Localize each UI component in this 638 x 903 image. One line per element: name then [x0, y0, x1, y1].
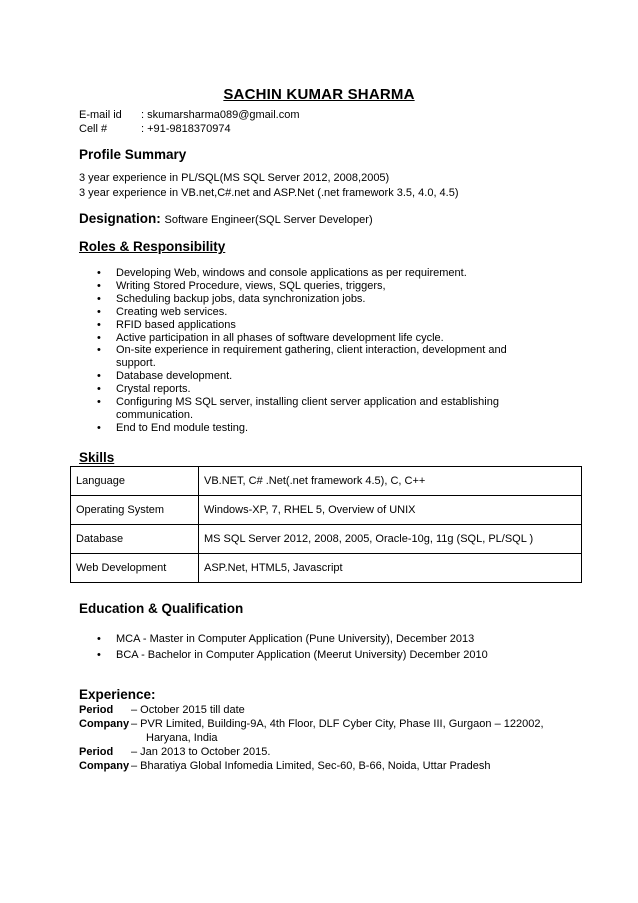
list-item: • Creating web services.: [97, 305, 228, 318]
skill-label: Language: [71, 467, 199, 496]
roles-list: [79, 267, 549, 435]
profile-line: 3 year experience in PL/SQL(MS SQL Server 2012, 2008,2005): [79, 172, 390, 184]
skill-value: Windows-XP, 7, RHEL 5, Overview of UNIX: [199, 496, 582, 525]
bullet-icon: •: [97, 370, 101, 383]
bullet-icon: •: [97, 318, 101, 331]
profile-heading: Profile Summary: [79, 147, 187, 162]
cell-label: Cell #: [79, 123, 108, 135]
roles-heading: Roles & Responsibility: [79, 239, 226, 254]
list-item: • MCA - Master in Computer Application (Pune University), December 2013: [97, 633, 475, 645]
bullet-icon: •: [97, 396, 101, 409]
experience-row: Company – PVR Limited, Building-9A, 4th Floor, DLF Cyber City, Phase III, Gurgaon – 122002,: [79, 718, 544, 730]
skill-label: Web Development: [71, 554, 199, 583]
profile-line: 3 year experience in VB.net,C#.net and ASP.Net (.net framework 3.5, 4.0, 4.5): [79, 187, 459, 199]
list-item: • BCA - Bachelor in Computer Application (Meerut University) December 2010: [97, 649, 488, 661]
list-item: • On-site experience in requirement gathering, client interaction, development and support.: [97, 344, 507, 370]
list-item: • Scheduling backup jobs, data synchronization jobs.: [97, 292, 366, 305]
bullet-icon: •: [97, 331, 101, 344]
experience-heading: Experience:: [79, 687, 156, 702]
list-item: • Crystal reports.: [97, 383, 191, 396]
experience-row: Period – October 2015 till date: [79, 704, 245, 716]
skills-table: [70, 466, 582, 583]
skill-value: VB.NET, C# .Net(.net framework 4.5), C, C++: [199, 467, 582, 496]
cell-line: [79, 123, 231, 136]
email-line: [79, 109, 300, 122]
list-item: • Active participation in all phases of software development life cycle.: [97, 331, 444, 344]
list-item: • Configuring MS SQL server, installing client server application and establishing communication.: [97, 396, 499, 421]
experience-row: Period – Jan 2013 to October 2015.: [79, 746, 271, 758]
bullet-icon: •: [97, 383, 101, 396]
table-row: [71, 496, 582, 525]
table-row: [71, 467, 582, 496]
table-row: [71, 554, 582, 583]
skill-value: MS SQL Server 2012, 2008, 2005, Oracle-10g, 11g (SQL, PL/SQL ): [199, 525, 582, 554]
bullet-icon: •: [97, 267, 101, 279]
skill-value: ASP.Net, HTML5, Javascript: [199, 554, 582, 583]
cell-value: : +91-9818370974: [141, 123, 231, 135]
list-item: • Developing Web, windows and console applications as per requirement.: [97, 267, 467, 279]
bullet-icon: •: [97, 649, 101, 661]
experience-row: Company – Bharatiya Global Infomedia Limited, Sec-60, B-66, Noida, Uttar Pradesh: [79, 760, 491, 772]
bullet-icon: •: [97, 292, 101, 305]
education-heading: Education & Qualification: [79, 601, 244, 616]
bullet-icon: •: [97, 344, 101, 357]
designation-line: [79, 211, 373, 226]
experience-row: Haryana, India: [146, 732, 218, 744]
bullet-icon: •: [97, 421, 101, 434]
skill-label: Operating System: [71, 496, 199, 525]
education-list: [79, 631, 599, 663]
skills-heading: Skills: [79, 450, 115, 465]
table-row: [71, 525, 582, 554]
candidate-name: SACHIN KUMAR SHARMA: [223, 86, 415, 103]
list-item: • Writing Stored Procedure, views, SQL queries, triggers,: [97, 279, 386, 292]
designation-value: Software Engineer(SQL Server Developer): [164, 214, 373, 226]
bullet-icon: •: [97, 633, 101, 645]
list-item: • Database development.: [97, 370, 233, 383]
email-label: E-mail id: [79, 109, 122, 121]
skill-label: Database: [71, 525, 199, 554]
list-item: • RFID based applications: [97, 318, 236, 331]
designation-label: Designation:: [79, 211, 161, 226]
bullet-icon: •: [97, 279, 101, 292]
email-value: : skumarsharma089@gmail.com: [141, 109, 300, 121]
list-item: • End to End module testing.: [97, 421, 249, 434]
bullet-icon: •: [97, 305, 101, 318]
